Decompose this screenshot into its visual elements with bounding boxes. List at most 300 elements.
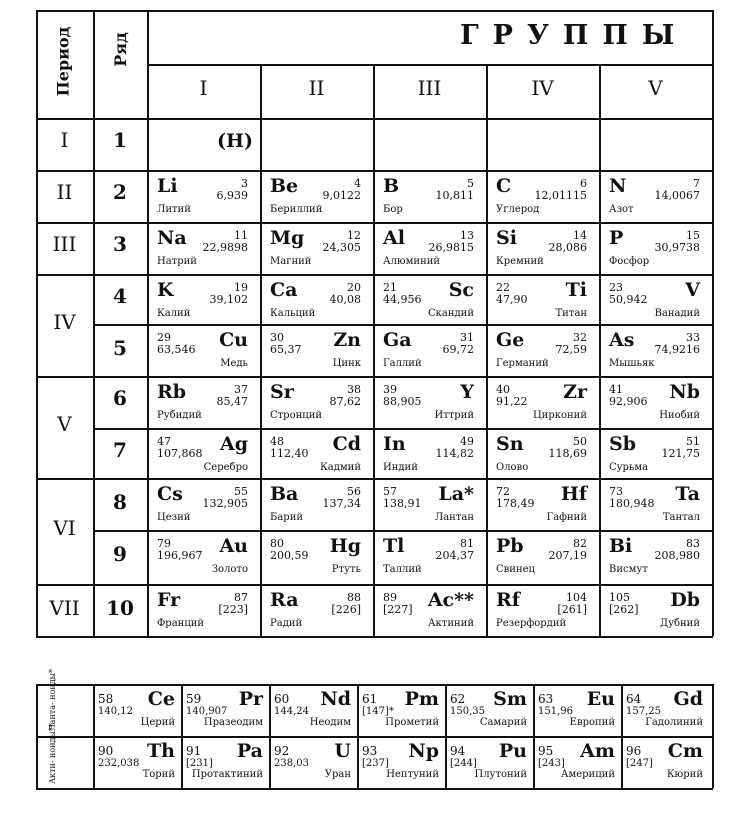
atomic-number: 37 [234, 383, 248, 396]
element-symbol: Zn [333, 329, 361, 351]
atomic-number: 41 [609, 383, 623, 396]
element-name: Алюминий [383, 256, 441, 267]
element-cell [486, 170, 599, 220]
atomic-mass: 138,91 [383, 497, 422, 510]
element-symbol: Eu [586, 688, 615, 710]
element-cell [599, 584, 712, 634]
atomic-mass: 63,546 [157, 343, 196, 356]
atomic-mass: 140,907 [186, 706, 228, 717]
element-name: Иттрий [434, 410, 474, 421]
atomic-mass: 114,82 [435, 447, 474, 460]
atomic-number: 73 [609, 485, 623, 498]
element-cell [357, 736, 445, 788]
element-symbol: Sn [496, 433, 524, 455]
element-symbol: Np [408, 740, 439, 762]
element-symbol: Ac** [427, 589, 474, 611]
element-name: Кремний [496, 256, 544, 267]
atomic-mass: 121,75 [661, 447, 700, 460]
actinides-label: Акти- ноиды** [48, 723, 57, 784]
element-name: Литий [157, 204, 191, 215]
element-name: Стронций [270, 410, 323, 421]
element-name: Тантал [662, 512, 700, 523]
element-cell [93, 684, 181, 736]
element-symbol: Ca [270, 279, 298, 301]
atomic-number: 23 [609, 281, 623, 294]
atomic-mass: [262] [609, 603, 639, 616]
element-cell [147, 584, 260, 634]
element-symbol: U [334, 740, 351, 762]
element-cell [373, 478, 486, 528]
row-number: 5 [113, 336, 127, 360]
element-name: Цирконий [532, 410, 587, 421]
element-name: Прометий [385, 717, 439, 728]
element-cell [181, 736, 269, 788]
atomic-mass: 9,0122 [322, 189, 361, 202]
element-name: Уран [324, 769, 351, 780]
atomic-mass: [227] [383, 603, 413, 616]
element-cell [260, 222, 373, 272]
atomic-mass: 196,967 [157, 549, 203, 562]
element-name: Торий [142, 769, 175, 780]
element-name: Празеодим [203, 717, 263, 728]
element-name: Актиний [427, 618, 474, 629]
atomic-mass: 118,69 [548, 447, 587, 460]
atomic-number: 49 [460, 435, 474, 448]
element-cell [181, 684, 269, 736]
element-symbol: Hg [329, 535, 361, 557]
element-name: Висмут [609, 564, 648, 575]
element-name: Бор [383, 204, 403, 215]
element-cell [260, 478, 373, 528]
atomic-mass: 26,9815 [428, 241, 474, 254]
element-cell [357, 684, 445, 736]
element-name: Титан [555, 308, 587, 319]
atomic-mass: 12,01115 [534, 189, 587, 202]
atomic-mass: 28,086 [548, 241, 587, 254]
atomic-mass: 144,24 [274, 706, 309, 717]
element-symbol: Pa [236, 740, 263, 762]
element-cell [599, 428, 712, 478]
atomic-number: 79 [157, 537, 171, 550]
element-cell [269, 684, 357, 736]
element-name: Галлий [383, 358, 422, 369]
group-label: IV [531, 76, 554, 100]
atomic-number: 48 [270, 435, 284, 448]
element-name: Резерфордий [496, 618, 567, 629]
element-symbol: Si [496, 227, 517, 249]
element-cell [260, 530, 373, 580]
element-name: Плутоний [474, 769, 527, 780]
element-cell [486, 376, 599, 426]
element-name: Лантан [434, 512, 474, 523]
atomic-number: 104 [566, 591, 587, 604]
atomic-mass: 238,03 [274, 758, 309, 769]
element-symbol: Pb [496, 535, 524, 557]
element-cell [260, 324, 373, 374]
atomic-number: 11 [234, 229, 248, 242]
element-name: Олово [496, 462, 529, 473]
element-symbol: Cm [667, 740, 703, 762]
atomic-number: 94 [450, 744, 466, 758]
element-name: Гадолиний [645, 717, 703, 728]
element-name: Таллий [383, 564, 422, 575]
atomic-mass: 200,59 [270, 549, 309, 562]
element-cell [147, 478, 260, 528]
element-name: Барий [270, 512, 304, 523]
element-cell [373, 274, 486, 324]
atomic-number: 50 [573, 435, 587, 448]
atomic-number: 63 [538, 692, 554, 706]
element-cell [486, 274, 599, 324]
atomic-number: 81 [460, 537, 474, 550]
element-symbol: Al [383, 227, 405, 249]
element-name: Америций [560, 769, 615, 780]
element-symbol: Sc [448, 279, 474, 301]
row-number: 8 [113, 490, 127, 514]
element-symbol: Cu [219, 329, 248, 351]
element-name: Азот [609, 204, 634, 215]
period-label: V [57, 412, 72, 436]
period-label: III [52, 232, 77, 256]
grid-line [147, 64, 712, 66]
atomic-mass: 157,25 [626, 706, 661, 717]
element-cell [373, 584, 486, 634]
element-cell [373, 324, 486, 374]
group-label: III [417, 76, 442, 100]
atomic-mass: 47,90 [496, 293, 528, 306]
atomic-number: 62 [450, 692, 466, 706]
atomic-number: 83 [686, 537, 700, 550]
element-name: Медь [220, 358, 248, 369]
atomic-mass: 69,72 [442, 343, 474, 356]
element-cell [486, 530, 599, 580]
element-cell [533, 684, 621, 736]
period-label: I [60, 128, 69, 152]
atomic-number: 72 [496, 485, 510, 498]
atomic-number: 19 [234, 281, 248, 294]
element-cell [599, 530, 712, 580]
atomic-number: 57 [383, 485, 397, 498]
element-name: Франций [157, 618, 205, 629]
element-symbol: Pu [498, 740, 527, 762]
atomic-number: 89 [383, 591, 397, 604]
atomic-number: 29 [157, 331, 171, 344]
lanthanides-label: Ланта- ноиды* [48, 669, 57, 731]
row-number: 4 [113, 284, 127, 308]
element-name: Кальций [270, 308, 316, 319]
element-symbol: K [157, 279, 174, 301]
element-name: Радий [270, 618, 303, 629]
row-header: Ряд [110, 32, 130, 67]
period-header: Период [53, 26, 73, 97]
atomic-mass: 44,956 [383, 293, 422, 306]
element-symbol: Db [670, 589, 700, 611]
element-symbol: N [609, 175, 627, 197]
atomic-mass: 132,905 [202, 497, 248, 510]
atomic-number: 40 [496, 383, 510, 396]
atomic-mass: 85,47 [216, 395, 248, 408]
atomic-number: 80 [270, 537, 284, 550]
grid-line [36, 10, 713, 12]
element-name: Европий [569, 717, 615, 728]
atomic-number: 95 [538, 744, 554, 758]
atomic-mass: [231] [186, 758, 213, 769]
atomic-number: 58 [98, 692, 114, 706]
atomic-mass: 6,939 [216, 189, 248, 202]
atomic-mass: 74,9216 [654, 343, 700, 356]
element-symbol: Au [219, 535, 248, 557]
element-cell [147, 170, 260, 220]
atomic-number: 12 [347, 229, 361, 242]
element-cell [147, 274, 260, 324]
element-cell [373, 428, 486, 478]
element-name: Цезий [157, 512, 191, 523]
atomic-number: 39 [383, 383, 397, 396]
atomic-mass: [226] [331, 603, 361, 616]
element-name: Свинец [496, 564, 535, 575]
atomic-number: 20 [347, 281, 361, 294]
element-symbol: Nb [669, 381, 700, 403]
hydrogen-symbol: (H) [217, 130, 253, 152]
grid-line [36, 684, 38, 788]
element-symbol: Fr [157, 589, 181, 611]
element-name: Индий [383, 462, 418, 473]
element-cell [260, 274, 373, 324]
atomic-mass: 87,62 [329, 395, 361, 408]
atomic-mass: 40,08 [329, 293, 361, 306]
atomic-number: 5 [467, 177, 474, 190]
element-name: Церий [140, 717, 175, 728]
atomic-number: 15 [686, 229, 700, 242]
groups-title: ГРУППЫ [460, 20, 689, 51]
element-cell [621, 736, 709, 788]
element-symbol: Bi [609, 535, 633, 557]
element-name: Неодим [309, 717, 351, 728]
atomic-number: 91 [186, 744, 202, 758]
element-symbol: Ti [565, 279, 587, 301]
element-cell [373, 222, 486, 272]
element-cell [599, 170, 712, 220]
atomic-number: 96 [626, 744, 642, 758]
element-name: Гафний [546, 512, 587, 523]
element-name: Кадмий [320, 462, 361, 473]
element-symbol: Ra [270, 589, 299, 611]
atomic-mass: 112,40 [270, 447, 309, 460]
element-cell [269, 736, 357, 788]
atomic-mass: 39,102 [209, 293, 248, 306]
atomic-mass: 91,22 [496, 395, 528, 408]
element-symbol: Mg [270, 227, 305, 249]
element-cell [147, 222, 260, 272]
element-symbol: Nd [320, 688, 351, 710]
atomic-mass: 72,59 [555, 343, 587, 356]
atomic-number: 33 [686, 331, 700, 344]
element-cell [260, 170, 373, 220]
row-number: 3 [113, 232, 127, 256]
atomic-mass: 178,49 [496, 497, 535, 510]
element-symbol: Sb [609, 433, 637, 455]
element-name: Цинк [332, 358, 361, 369]
period-label: IV [53, 310, 76, 334]
atomic-number: 38 [347, 383, 361, 396]
element-symbol: Sr [270, 381, 294, 403]
atomic-mass: [223] [218, 603, 248, 616]
element-cell [373, 530, 486, 580]
atomic-number: 55 [234, 485, 248, 498]
element-symbol: C [496, 175, 512, 197]
atomic-number: 4 [354, 177, 361, 190]
row-number: 6 [113, 386, 127, 410]
element-cell [621, 684, 709, 736]
grid-line [712, 10, 714, 636]
element-symbol: Cd [332, 433, 361, 455]
atomic-mass: 180,948 [609, 497, 655, 510]
element-cell [486, 584, 599, 634]
element-name: Углерод [496, 204, 540, 215]
element-cell [260, 584, 373, 634]
element-name: Кюрий [666, 769, 703, 780]
atomic-number: 14 [573, 229, 587, 242]
atomic-mass: 10,811 [435, 189, 474, 202]
element-symbol: La* [438, 483, 474, 505]
element-symbol: P [609, 227, 624, 249]
element-name: Мышьяк [609, 358, 655, 369]
element-cell [599, 478, 712, 528]
element-name: Натрий [157, 256, 197, 267]
element-symbol: Ge [496, 329, 525, 351]
atomic-number: 31 [460, 331, 474, 344]
element-symbol: Pr [238, 688, 263, 710]
atomic-mass: 92,906 [609, 395, 648, 408]
row-number: 2 [113, 180, 127, 204]
element-name: Германий [496, 358, 549, 369]
atomic-number: 30 [270, 331, 284, 344]
row-number: 10 [106, 596, 134, 620]
atomic-mass: 204,37 [435, 549, 474, 562]
grid-line [36, 636, 713, 638]
element-symbol: Gd [673, 688, 703, 710]
atomic-number: 60 [274, 692, 290, 706]
atomic-mass: 150,35 [450, 706, 485, 717]
element-symbol: Pm [404, 688, 439, 710]
element-cell [599, 222, 712, 272]
atomic-number: 51 [686, 435, 700, 448]
element-symbol: V [685, 279, 700, 301]
row-number: 1 [113, 128, 127, 152]
element-symbol: Li [157, 175, 178, 197]
element-cell [486, 324, 599, 374]
element-symbol: Ce [147, 688, 175, 710]
element-symbol: Tl [383, 535, 405, 557]
element-symbol: Cs [157, 483, 183, 505]
element-cell [599, 376, 712, 426]
atomic-mass: [261] [557, 603, 587, 616]
atomic-number: 64 [626, 692, 642, 706]
atomic-mass: 24,305 [322, 241, 361, 254]
atomic-mass: 30,9738 [654, 241, 700, 254]
element-name: Нептуний [386, 769, 439, 780]
element-name: Дубний [659, 618, 700, 629]
element-name: Сурьма [609, 462, 649, 473]
element-name: Серебро [203, 462, 248, 473]
atomic-mass: [247] [626, 758, 653, 769]
atomic-mass: 208,980 [654, 549, 700, 562]
element-name: Ртуть [331, 564, 361, 575]
element-cell [486, 478, 599, 528]
element-symbol: As [609, 329, 635, 351]
grid-line [93, 10, 95, 636]
element-symbol: Hf [560, 483, 587, 505]
period-label: VII [49, 596, 80, 620]
atomic-mass: 14,0067 [654, 189, 700, 202]
atomic-mass: 151,96 [538, 706, 573, 717]
element-cell [486, 222, 599, 272]
atomic-mass: 65,37 [270, 343, 302, 356]
element-name: Калий [157, 308, 191, 319]
atomic-mass: 137,34 [322, 497, 361, 510]
atomic-mass: [147]* [362, 706, 394, 717]
atomic-number: 105 [609, 591, 630, 604]
atomic-number: 3 [241, 177, 248, 190]
element-name: Магний [270, 256, 312, 267]
element-cell [147, 530, 260, 580]
element-symbol: Am [580, 740, 615, 762]
element-name: Золото [211, 564, 248, 575]
grid-line [712, 684, 714, 788]
element-name: Самарий [479, 717, 527, 728]
element-cell [373, 170, 486, 220]
atomic-mass: 22,9898 [202, 241, 248, 254]
atomic-number: 92 [274, 744, 290, 758]
row-number: 9 [113, 542, 127, 566]
element-symbol: Ba [270, 483, 299, 505]
element-cell [93, 736, 181, 788]
element-cell [533, 736, 621, 788]
atomic-number: 7 [693, 177, 700, 190]
element-name: Ниобий [659, 410, 700, 421]
grid-line [36, 10, 38, 636]
element-cell [147, 324, 260, 374]
atomic-number: 88 [347, 591, 361, 604]
atomic-number: 6 [580, 177, 587, 190]
element-symbol: Zr [563, 381, 587, 403]
element-symbol: Ag [219, 433, 248, 455]
element-symbol: B [383, 175, 400, 197]
grid-line [36, 788, 713, 790]
element-symbol: Rb [157, 381, 187, 403]
element-name: Протактиний [191, 769, 263, 780]
period-label: II [56, 180, 73, 204]
element-symbol: Ga [383, 329, 412, 351]
element-cell [445, 684, 533, 736]
atomic-number: 47 [157, 435, 171, 448]
element-name: Ванадий [654, 308, 700, 319]
element-symbol: Th [147, 740, 175, 762]
element-cell [599, 274, 712, 324]
atomic-mass: 140,12 [98, 706, 133, 717]
atomic-number: 61 [362, 692, 378, 706]
element-cell [599, 324, 712, 374]
atomic-number: 56 [347, 485, 361, 498]
element-cell [260, 428, 373, 478]
element-symbol: Ta [675, 483, 700, 505]
element-symbol: Be [270, 175, 299, 197]
atomic-mass: 207,19 [548, 549, 587, 562]
atomic-mass: 50,942 [609, 293, 648, 306]
element-cell [373, 376, 486, 426]
atomic-number: 87 [234, 591, 248, 604]
atomic-mass: [237] [362, 758, 389, 769]
